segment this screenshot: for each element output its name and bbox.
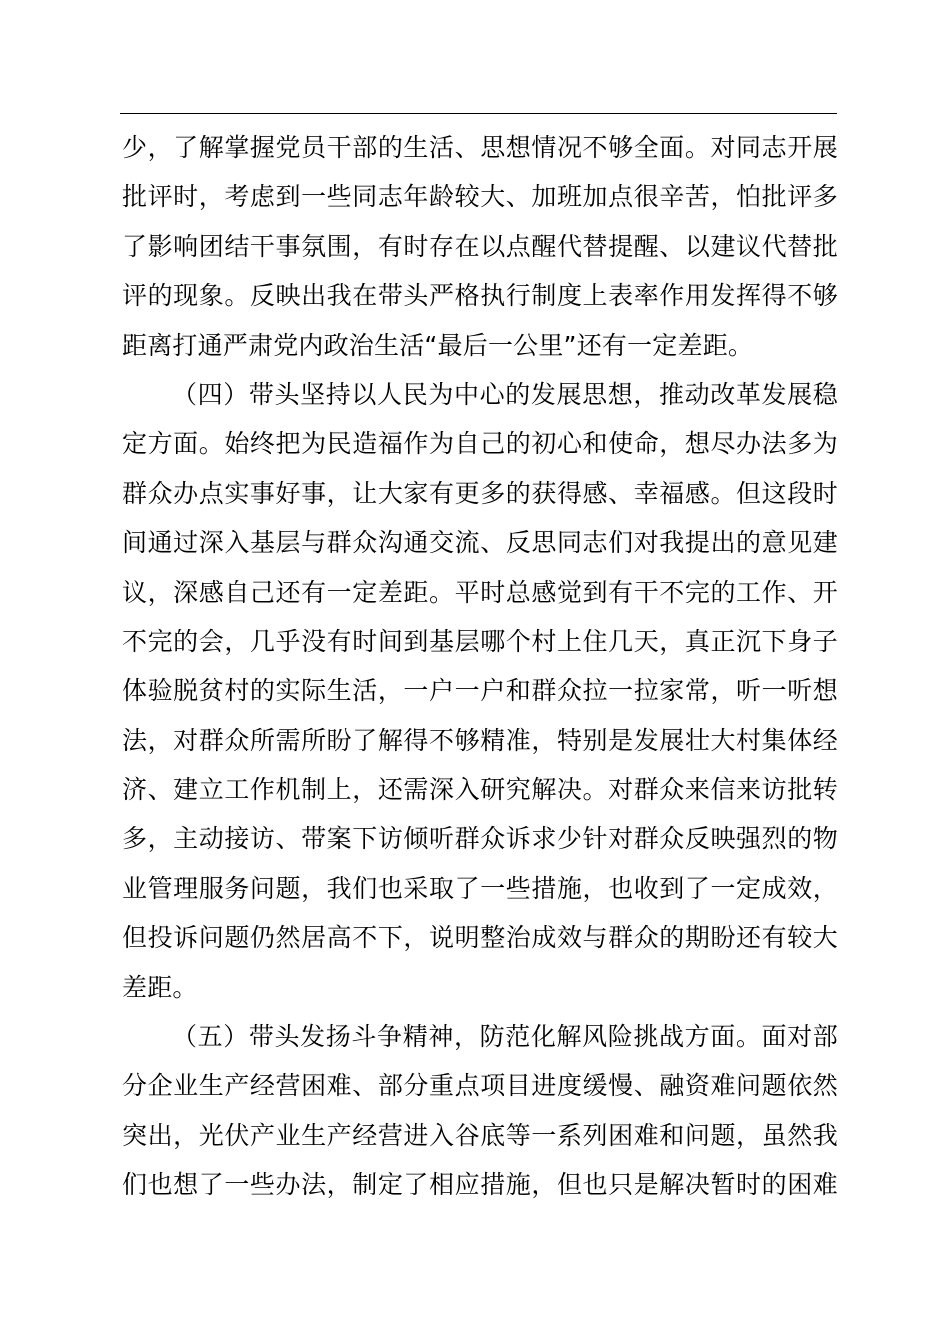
text-line: 分企业生产经营困难、部分重点项目进度缓慢、融资难问题依然 [122, 1071, 838, 1101]
text-line: 议，深感自己还有一定差距。平时总感觉到有干不完的工作、开 [122, 577, 838, 607]
text-line: 们也想了一些办法，制定了相应措施，但也只是解决暂时的困难 [122, 1170, 838, 1200]
section-heading-line: （五）带头发扬斗争精神，防范化解风险挑战方面。面对部 [172, 1022, 838, 1052]
text-line: 不完的会，几乎没有时间到基层哪个村上住几天，真正沉下身子 [122, 626, 838, 656]
text-line: 评的现象。反映出我在带头严格执行制度上表率作用发挥得不够 [122, 281, 838, 311]
section-heading-line: （四）带头坚持以人民为中心的发展思想，推动改革发展稳 [172, 379, 838, 409]
text-line: 差距。 [122, 972, 198, 1002]
text-line: 少，了解掌握党员干部的生活、思想情况不够全面。对同志开展 [122, 133, 838, 162]
text-line: 批评时，考虑到一些同志年龄较大、加班加点很辛苦，怕批评多 [122, 182, 838, 212]
text-line: 业管理服务问题，我们也采取了一些措施，也收到了一定成效， [122, 873, 838, 903]
text-line: 多，主动接访、带案下访倾听群众诉求少针对群众反映强烈的物 [122, 824, 838, 854]
text-line: 突出，光伏产业生产经营进入谷底等一系列困难和问题，虽然我 [122, 1120, 838, 1150]
text-line: 体验脱贫村的实际生活，一户一户和群众拉一拉家常，听一听想 [122, 676, 838, 706]
text-line: 了影响团结干事氛围，有时存在以点醒代替提醒、以建议代替批 [122, 231, 838, 261]
text-line: 济、建立工作机制上，还需深入研究解决。对群众来信来访批转 [122, 775, 838, 805]
text-line: 距离打通严肃党内政治生活“最后一公里”还有一定差距。 [122, 330, 754, 360]
body-text [122, 123, 838, 1210]
header-rule [120, 113, 837, 114]
text-line: 法，对群众所需所盼了解得不够精准，特别是发展壮大村集体经 [122, 725, 838, 755]
text-line: 但投诉问题仍然居高不下，说明整治成效与群众的期盼还有较大 [122, 923, 838, 953]
text-line: 间通过深入基层与群众沟通交流、反思同志们对我提出的意见建 [122, 528, 838, 558]
text-line: 定方面。始终把为民造福作为自己的初心和使命，想尽办法多为 [122, 429, 838, 459]
text-line: 群众办点实事好事，让大家有更多的获得感、幸福感。但这段时 [122, 478, 838, 508]
